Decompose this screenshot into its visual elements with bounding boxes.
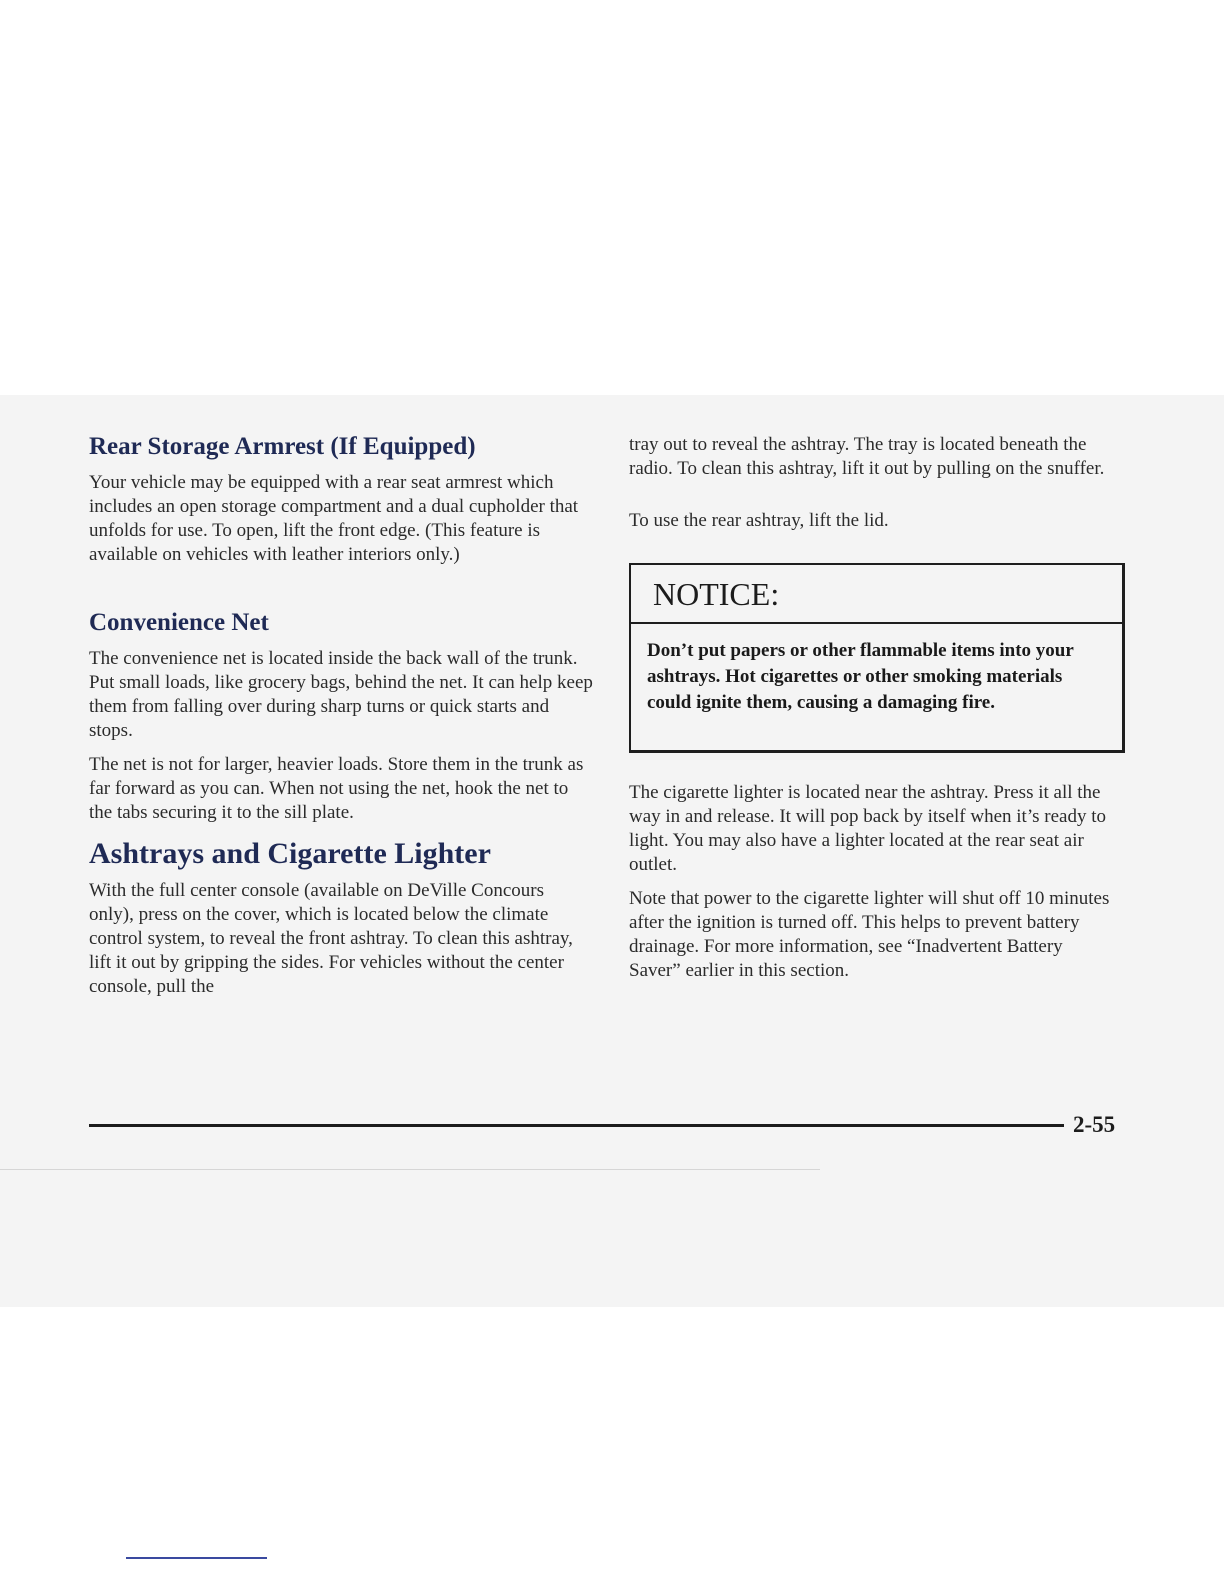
lighter-power-note: Note that power to the cigarette lighter will shut off 10 minutes after the ignition is turned off. This helps to prevent battery drainage. For more information, see “Inadvertent Battery Saver” earlier in this section. <box>629 888 1110 981</box>
page-number: 2-55 <box>1073 1112 1116 1137</box>
rear-storage-heading: Rear Storage Armrest (If Equipped) <box>89 433 476 460</box>
ashtrays-heading: Ashtrays and Cigarette Lighter <box>89 837 491 870</box>
notice-box <box>629 563 1125 753</box>
scan-divider <box>0 1169 820 1170</box>
notice-text: Don’t put papers or other flammable items into your ashtrays. Hot cigarettes or other smoking materials could ignite them, causing a damaging fire. <box>647 640 1074 713</box>
ashtrays-paragraph: With the full center console (available on DeVille Concours only), press on the cover, which is located below the climate control system, to reveal the front ashtray. To clean this ashtray, lift it out by gripping the sides. For vehicles without the center console, pull the <box>89 880 573 997</box>
footer-rule <box>89 1124 1064 1127</box>
rear-storage-paragraph: Your vehicle may be equipped with a rear seat armrest which includes an open storage compartment and a dual cupholder that unfolds for use. To open, lift the front edge. (This feature is available on vehicles with leather interiors only.) <box>89 472 579 565</box>
rear-ashtray-paragraph: To use the rear ashtray, lift the lid. <box>629 510 889 531</box>
manual-page <box>0 395 1224 1307</box>
convenience-net-heading: Convenience Net <box>89 609 269 636</box>
convenience-net-paragraph-1: The convenience net is located inside the back wall of the trunk. Put small loads, like grocery bags, behind the net. It can help keep them from falling over during sharp turns or quick starts and stops. <box>89 648 593 741</box>
bottom-underline <box>126 1557 267 1559</box>
notice-title: NOTICE: <box>631 565 1122 624</box>
ashtray-continued-paragraph: tray out to reveal the ashtray. The tray is located beneath the radio. To clean this ashtray, lift it out by pulling on the snuffer. <box>629 434 1105 479</box>
cigarette-lighter-paragraph: The cigarette lighter is located near the ashtray. Press it all the way in and release. It will pop back by itself when it’s ready to light. You may also have a lighter located at the rear seat air outlet. <box>629 782 1106 875</box>
convenience-net-paragraph-2: The net is not for larger, heavier loads. Store them in the trunk as far forward as you can. When not using the net, hook the net to the tabs securing it to the sill plate. <box>89 754 584 823</box>
